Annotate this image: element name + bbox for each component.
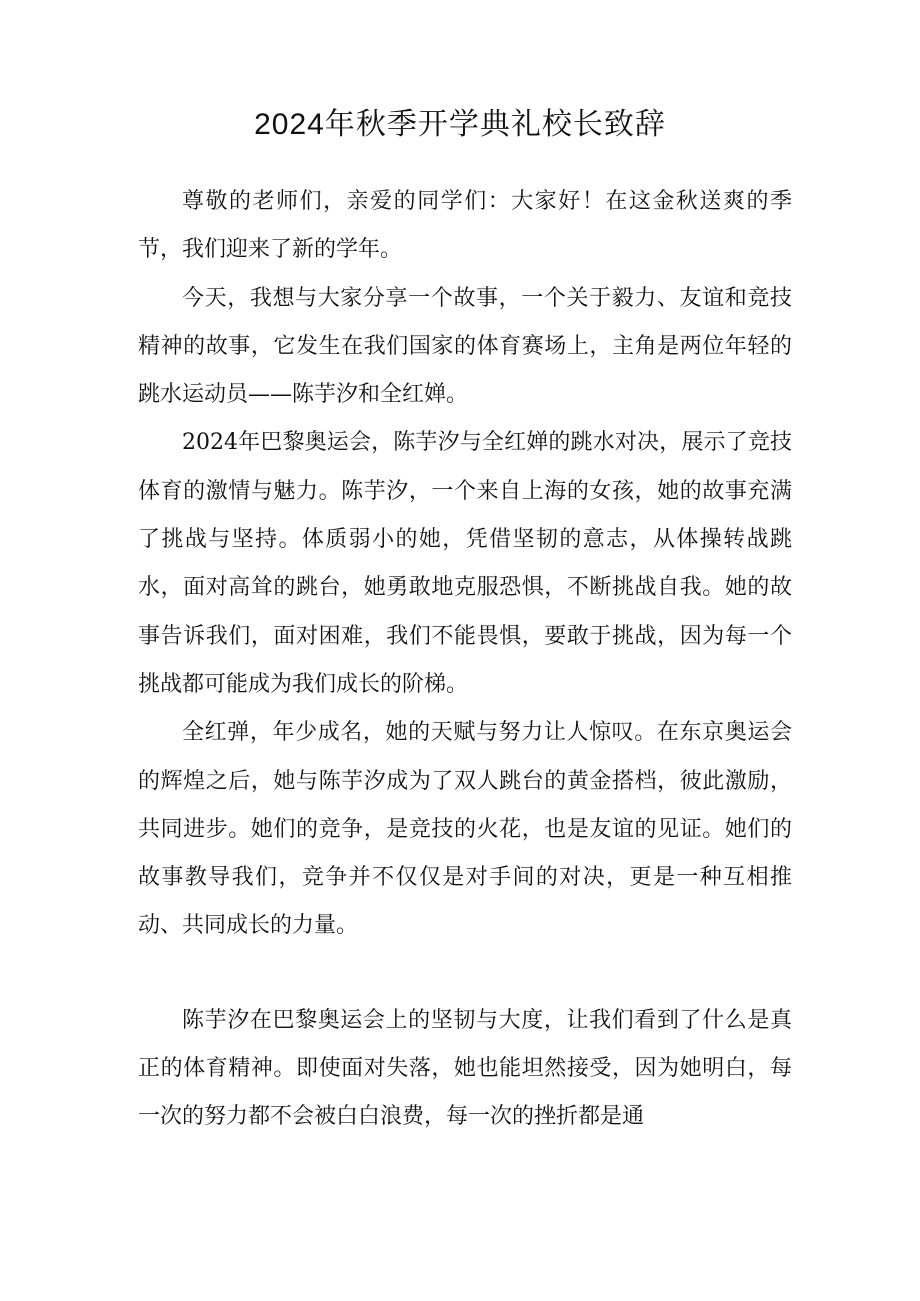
paragraph-greeting: 尊敬的老师们，亲爱的同学们：大家好！在这金秋送爽的季节，我们迎来了新的学年。 xyxy=(138,189,792,263)
document-title: 2024年秋季开学典礼校长致辞 xyxy=(254,108,666,141)
paragraph-chen-yuxi: 2024年巴黎奥运会，陈芋汐与全红婵的跳水对决，展示了竞技体育的激情与魅力。陈芋汐，一个来自上海的女孩，她的故事充满了挑战与坚持。体质弱小的她，凭借坚韧的意志，从体操转战跳水，面对高耸的跳台，她勇敢地克服恐惧，不断挑战自我。她的故事告诉我们，面对困难，我们不能畏惧，要敢于挑战，因为每一个挑战都可能成为我们成长的阶梯。 xyxy=(138,430,792,697)
document-body xyxy=(138,178,792,1142)
paragraph-sportsmanship: 陈芋汐在巴黎奥运会上的坚韧与大度，让我们看到了什么是真正的体育精神。即使面对失落，她也能坦然接受，因为她明白，每一次的努力都不会被白白浪费，每一次的挫折都是通 xyxy=(138,1007,792,1130)
paragraph-quan-hongchan: 全红弹，年少成名，她的天赋与努力让人惊叹。在东京奥运会的辉煌之后，她与陈芋汐成为了双人跳台的黄金搭档，彼此激励，共同进步。她们的竞争，是竞技的火花，也是友谊的见证。她们的故事教导我们，竞争并不仅仅是对手间的对决，更是一种互相推动、共同成长的力量。 xyxy=(138,720,792,939)
paragraph-story-intro: 今天，我想与大家分享一个故事，一个关于毅力、友谊和竞技精神的故事，它发生在我们国家的体育赛场上，主角是两位年轻的跳水运动员——陈芋汐和全红婵。 xyxy=(138,285,792,408)
